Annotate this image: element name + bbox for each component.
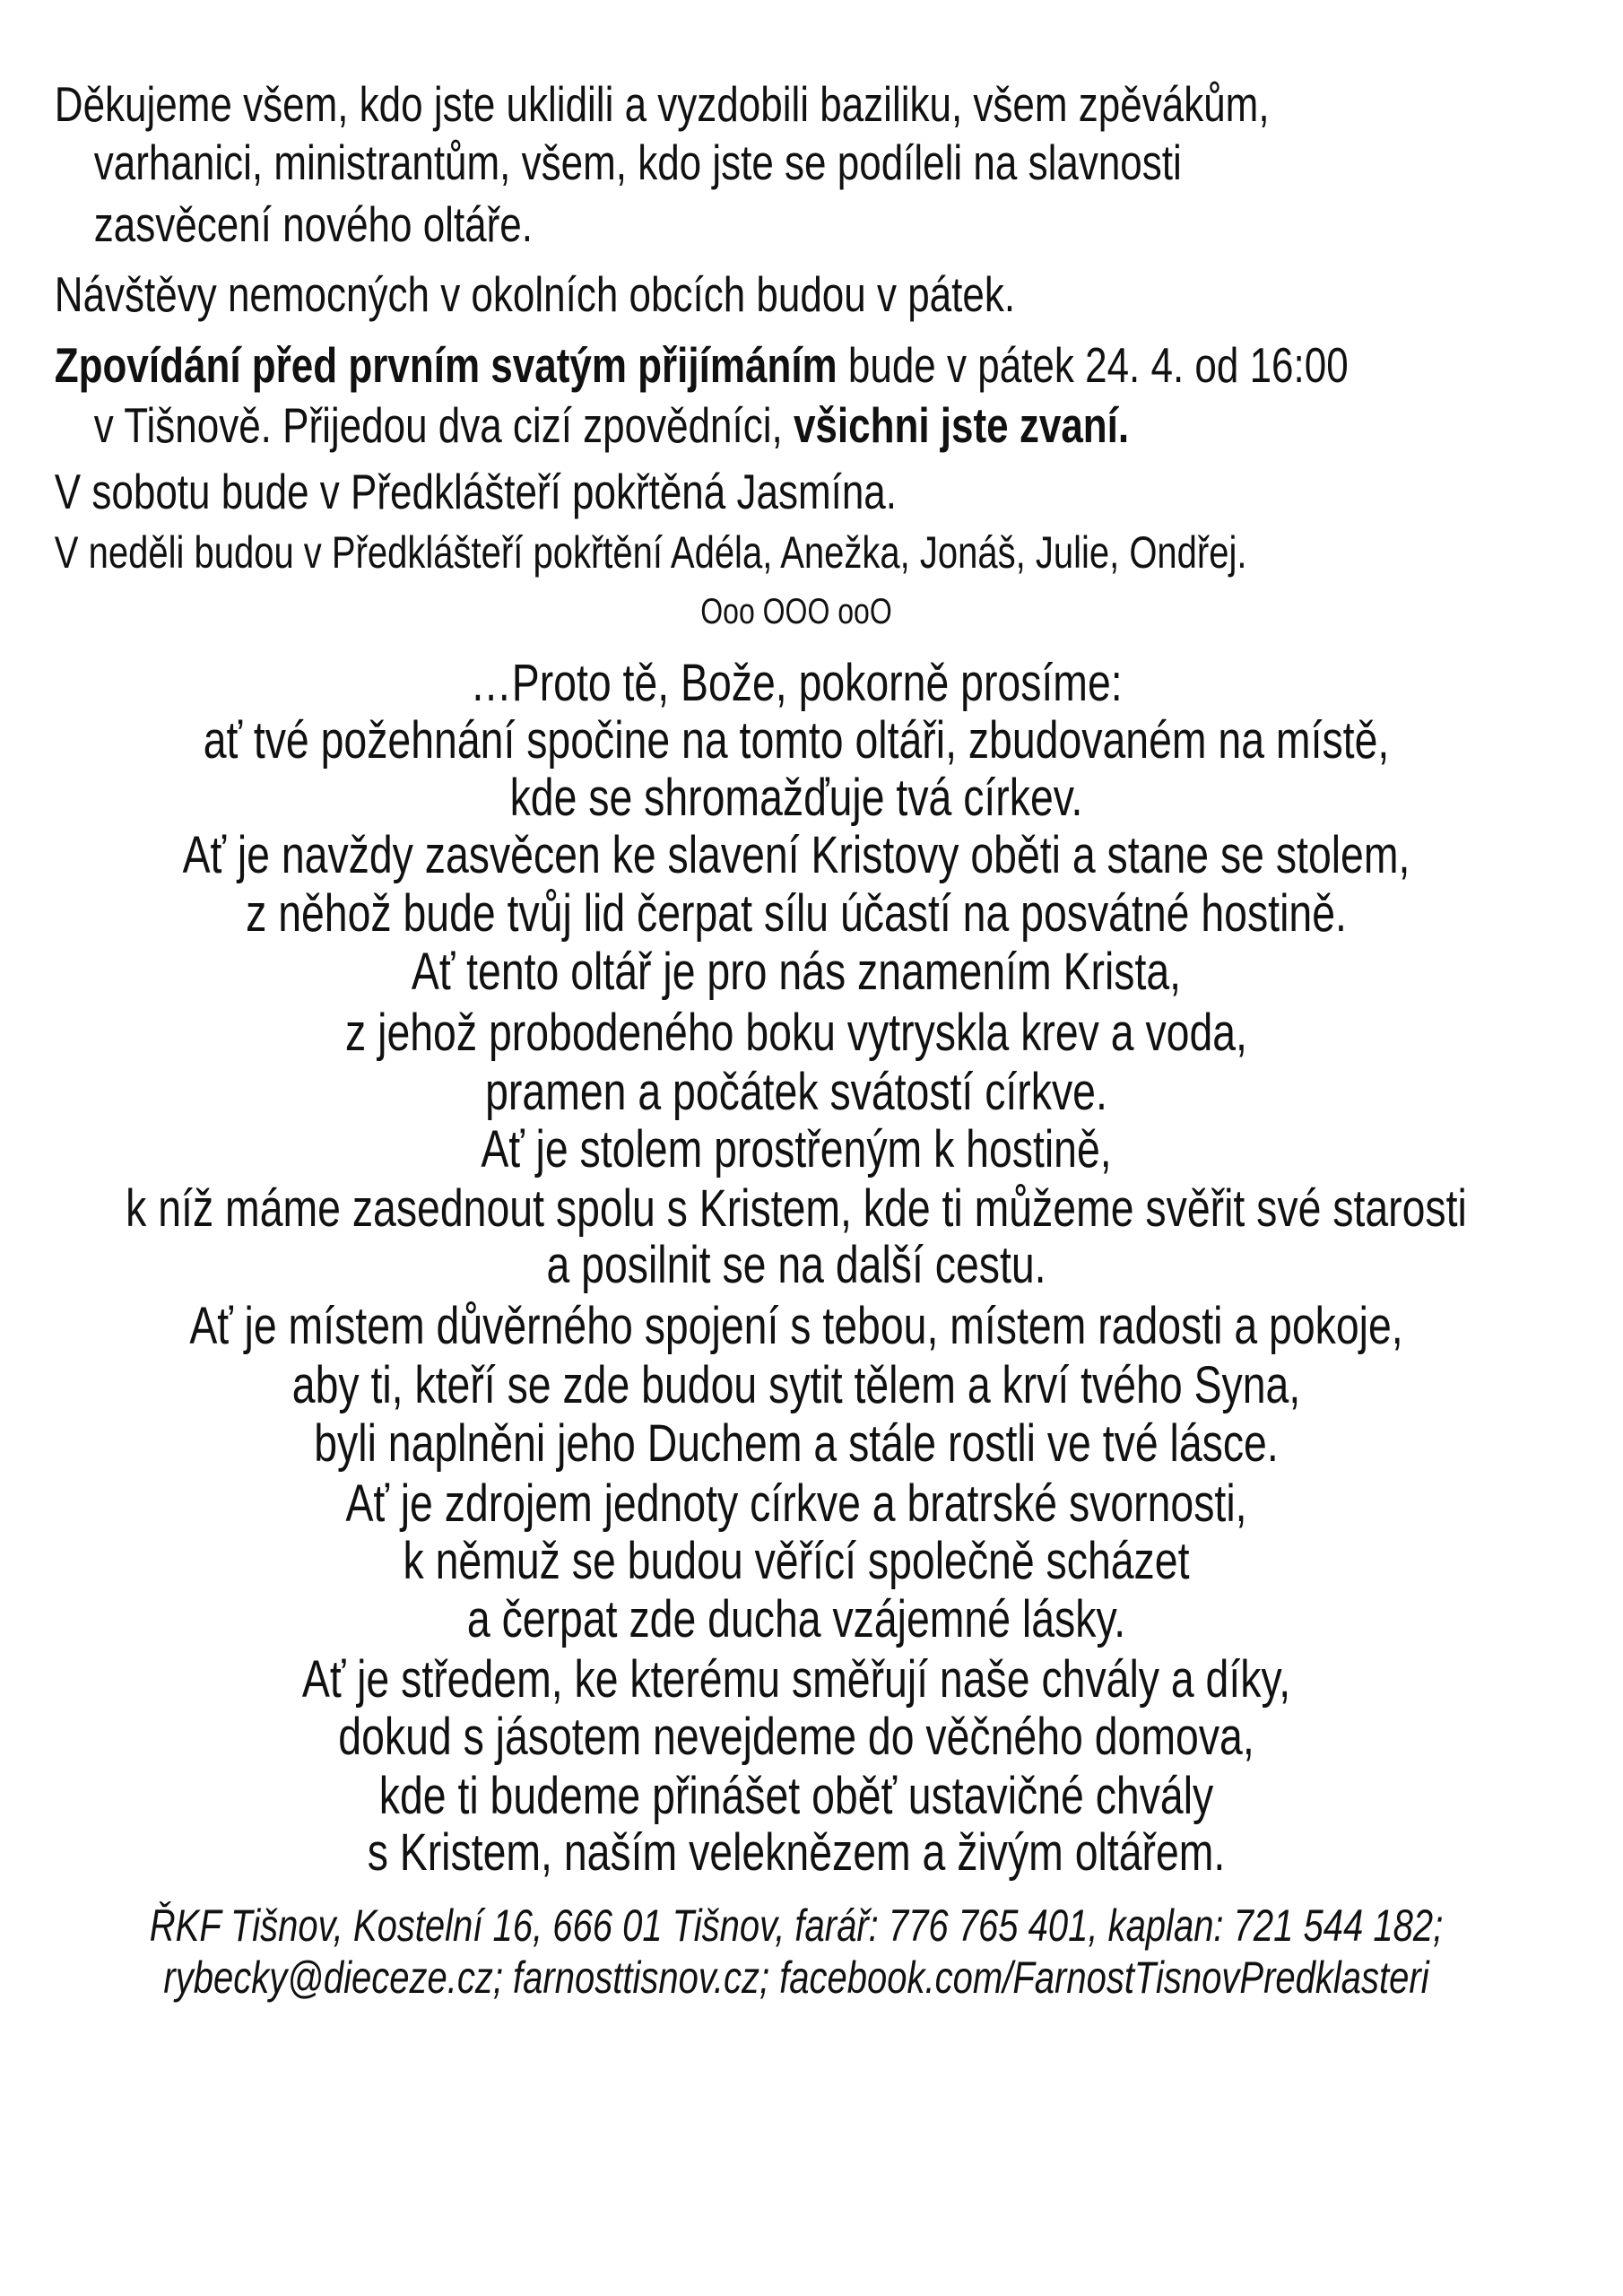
prayer-line: dokud s jásotem nevejdeme do věčného domova, <box>338 1708 1254 1766</box>
prayer-line: Ať je místem důvěrného spojení s tebou, místem radosti a pokoje, <box>189 1297 1403 1355</box>
prayer-line: Ať je zdrojem jednoty církve a bratrské svornosti, <box>345 1474 1247 1533</box>
footer-contacts: rybecky@dieceze.cz; farnosttisnov.cz; facebook.com/FarnostTisnovPredklasteri <box>163 1952 1429 2003</box>
prayer-line: pramen a počátek svátostí církve. <box>485 1063 1107 1121</box>
separator: Ooo OOO ooO <box>700 592 892 631</box>
prayer-line: kde ti budeme přinášet oběť ustavičné chvály <box>378 1767 1214 1825</box>
confession-line-2 <box>94 396 1129 454</box>
prayer-line: a čerpat zde ducha vzájemné lásky. <box>466 1590 1126 1648</box>
confession-invite: všichni jste zvaní. <box>793 397 1130 453</box>
prayer-line: …Proto tě, Bože, pokorně prosíme: <box>470 654 1123 712</box>
prayer-line: Ať je stolem prostřeným k hostině, <box>481 1120 1112 1178</box>
thanks-line-1: Děkujeme všem, kdo jste uklidili a vyzdobili baziliku, všem zpěvákům, <box>54 76 1270 132</box>
confession-place: v Tišnově. Přijedou dva cizí zpovědníci, <box>93 397 794 453</box>
confession-title: Zpovídání před prvním svatým přijímáním <box>54 337 838 393</box>
prayer-line: a posilnit se na další cestu. <box>546 1236 1046 1294</box>
prayer-line: Ať je středem, ke kterému směřují naše chvály a díky, <box>301 1650 1291 1709</box>
confession-line-1 <box>55 336 1349 394</box>
footer-address: ŘKF Tišnov, Kostelní 16, 666 01 Tišnov, farář: 776 765 401, kaplan: 721 544 182; <box>149 1900 1444 1951</box>
prayer-line: ať tvé požehnání spočine na tomto oltáři, zbudovaném na místě, <box>203 711 1390 770</box>
prayer-line: aby ti, kteří se zde budou sytit tělem a krví tvého Syna, <box>291 1356 1301 1414</box>
confession-time: bude v pátek 24. 4. od 16:00 <box>837 337 1349 393</box>
baptism-sunday: V neděli budou v Předklášteří pokřtění Adéla, Anežka, Jonáš, Julie, Ondřej. <box>54 527 1247 578</box>
prayer-line: s Kristem, naším veleknězem a živým oltářem. <box>367 1823 1226 1882</box>
prayer-line: kde se shromažďuje tvá církev. <box>509 769 1083 827</box>
thanks-line-3: zasvěcení nového oltáře. <box>93 196 534 252</box>
baptism-saturday: V sobotu bude v Předklášteří pokřtěná Jasmína. <box>54 464 898 519</box>
prayer-line: byli naplněni jeho Duchem a stále rostli ve tvé lásce. <box>314 1414 1279 1473</box>
prayer-line: z něhož bude tvůj lid čerpat sílu účastí na posvátné hostině. <box>246 884 1347 943</box>
prayer-line: Ať je navždy zasvěcen ke slavení Kristovy oběti a stane se stolem, <box>182 826 1410 884</box>
prayer-line: z jehož probodeného boku vytryskla krev a voda, <box>345 1004 1247 1062</box>
prayer-line: Ať tento oltář je pro nás znamením Krista, <box>411 943 1182 1001</box>
thanks-line-2: varhanici, ministrantům, všem, kdo jste se podíleli na slavnosti <box>93 135 1182 190</box>
prayer-line: k němuž se budou věřící společně scházet <box>403 1532 1190 1590</box>
visits-announcement: Návštěvy nemocných v okolních obcích budou v pátek. <box>54 266 1016 322</box>
prayer-line: k níž máme zasednout spolu s Kristem, kde ti můžeme svěřit své starosti <box>126 1179 1467 1238</box>
